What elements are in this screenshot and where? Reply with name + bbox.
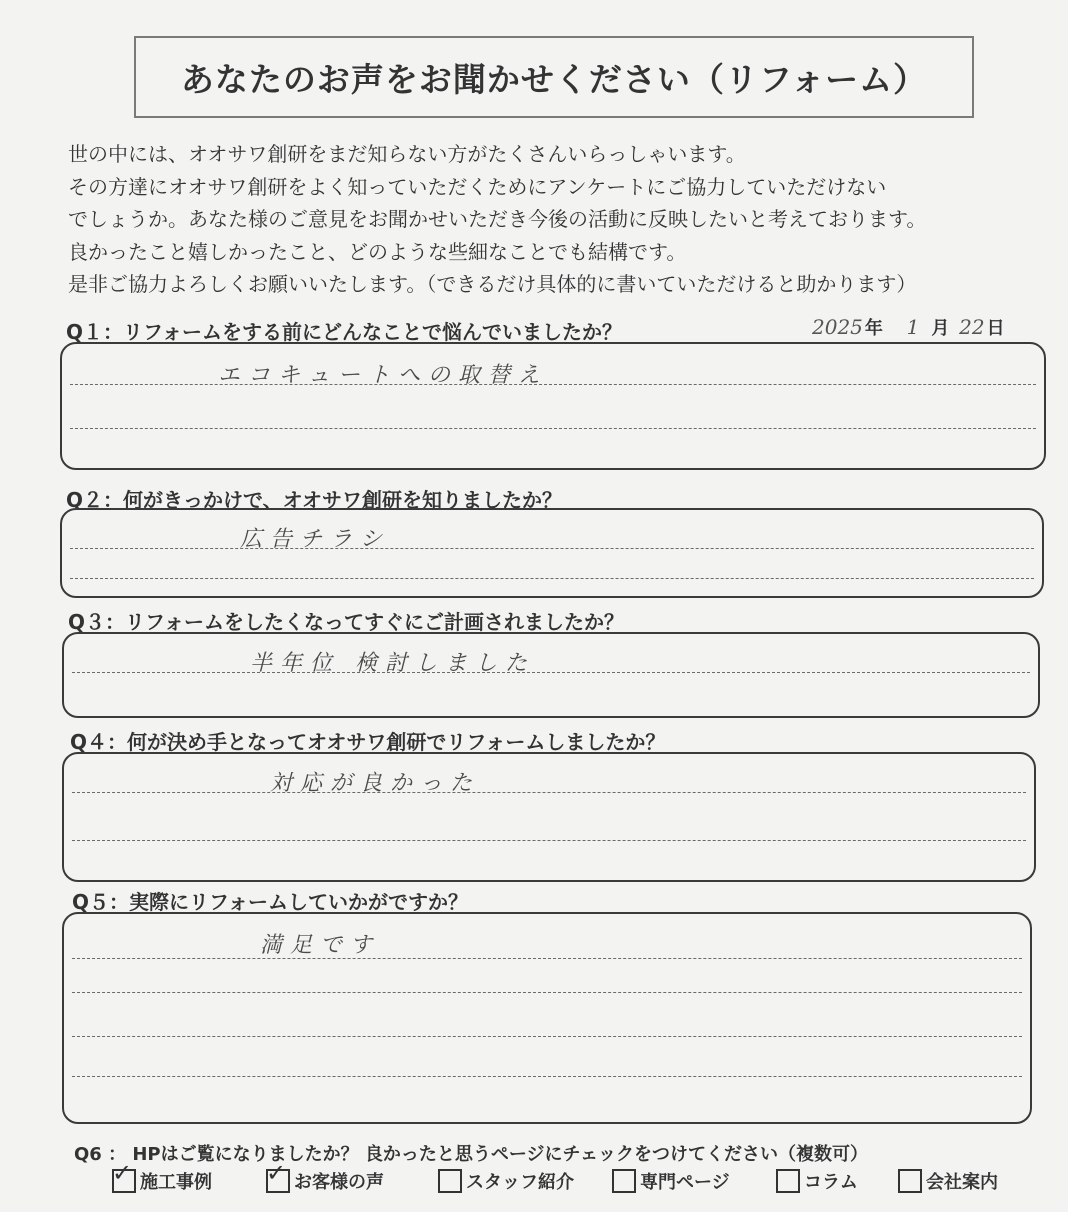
answer-line — [72, 958, 1022, 959]
survey-date — [812, 314, 1009, 340]
question-6-label: Q6 ： HPはご覧になりましたか？ 良かったと思うページにチェックをつけてください（複数可） — [74, 1144, 868, 1165]
answer-box-1[interactable] — [60, 342, 1046, 470]
answer-1-handwriting: エコキュートへの取替え — [218, 363, 549, 388]
answer-3-handwriting: 半年位 検討しました — [250, 651, 535, 676]
check-mark-icon: ✓ — [112, 1159, 133, 1187]
intro-line: でしょうか。あなた様のご意見をお聞かせいただき今後の活動に反映したいと考えております。 — [68, 207, 927, 231]
checkbox[interactable] — [612, 1169, 636, 1193]
option-label: お客様の声 — [294, 1172, 384, 1193]
option-label: 施工事例 — [140, 1172, 212, 1193]
checkbox[interactable] — [776, 1169, 800, 1193]
question-4-label: Q４：何が決め手となってオオサワ創研でリフォームしましたか？ — [70, 730, 666, 754]
answer-line — [70, 578, 1034, 579]
intro-line: その方達にオオサワ創研をよく知っていただくためにアンケートにご協力していただけない — [68, 174, 887, 199]
check-mark-icon: ✓ — [266, 1159, 287, 1187]
q6-options — [112, 1159, 1032, 1204]
question-1-label: Q１：リフォームをする前にどんなことで悩んでいましたか？ — [66, 320, 623, 344]
option-customer-voice[interactable] — [266, 1159, 384, 1194]
option-company-info[interactable] — [898, 1168, 998, 1194]
answer-line — [70, 548, 1034, 549]
intro-line: 良かったこと嬉しかったこと、どのような些細なことでも結構です。 — [68, 239, 687, 264]
option-label: コラム — [804, 1172, 858, 1193]
answer-5-handwriting: 満足です — [260, 933, 381, 958]
answer-line — [70, 384, 1036, 385]
answer-line — [72, 1076, 1022, 1077]
option-staff-intro[interactable] — [438, 1168, 574, 1194]
answer-line — [72, 992, 1022, 993]
option-label: スタッフ紹介 — [466, 1172, 574, 1193]
answer-4-handwriting: 対応が良かった — [270, 771, 481, 796]
intro-line: 是非ご協力よろしくお願いいたします。（できるだけ具体的に書いていただけると助かります） — [68, 272, 917, 296]
answer-line — [72, 840, 1026, 841]
answer-2-handwriting: 広告チラシ — [240, 527, 391, 552]
option-construction-examples[interactable] — [112, 1159, 212, 1194]
date-year-label: 年 — [864, 318, 883, 339]
checkbox[interactable] — [266, 1159, 290, 1193]
checkbox[interactable] — [898, 1169, 922, 1193]
intro-text — [68, 138, 1048, 301]
option-column[interactable] — [776, 1168, 858, 1194]
intro-line: 世の中には、オオサワ創研をまだ知らない方がたくさんいらっしゃいます。 — [68, 142, 746, 166]
answer-line — [72, 792, 1026, 793]
date-day: 22 — [959, 315, 985, 339]
date-year: 2025 — [812, 315, 863, 339]
checkbox[interactable] — [112, 1159, 136, 1193]
option-label: 会社案内 — [926, 1172, 998, 1193]
question-2-label: Q２：何がきっかけで、オオサワ創研を知りましたか？ — [66, 488, 563, 512]
answer-box-2[interactable] — [60, 508, 1044, 598]
date-day-label: 日 — [986, 318, 1005, 339]
survey-title-box — [134, 36, 974, 118]
date-month-label: 月 — [931, 318, 950, 339]
answer-box-5[interactable] — [62, 912, 1032, 1124]
date-month: 1 — [906, 315, 920, 339]
checkbox[interactable] — [438, 1169, 462, 1193]
answer-box-4[interactable] — [62, 752, 1036, 882]
answer-box-3[interactable] — [62, 632, 1040, 718]
option-special-page[interactable] — [612, 1168, 730, 1194]
question-5-label: Q５：実際にリフォームしていかがですか？ — [72, 890, 469, 914]
question-3-label: Q３：リフォームをしたくなってすぐにご計画されましたか？ — [68, 610, 625, 634]
option-label: 専門ページ — [640, 1172, 730, 1193]
answer-line — [72, 672, 1030, 673]
answer-line — [70, 428, 1036, 429]
answer-line — [72, 1036, 1022, 1037]
survey-title: あなたのお声をお聞かせください（リフォーム） — [180, 59, 928, 99]
